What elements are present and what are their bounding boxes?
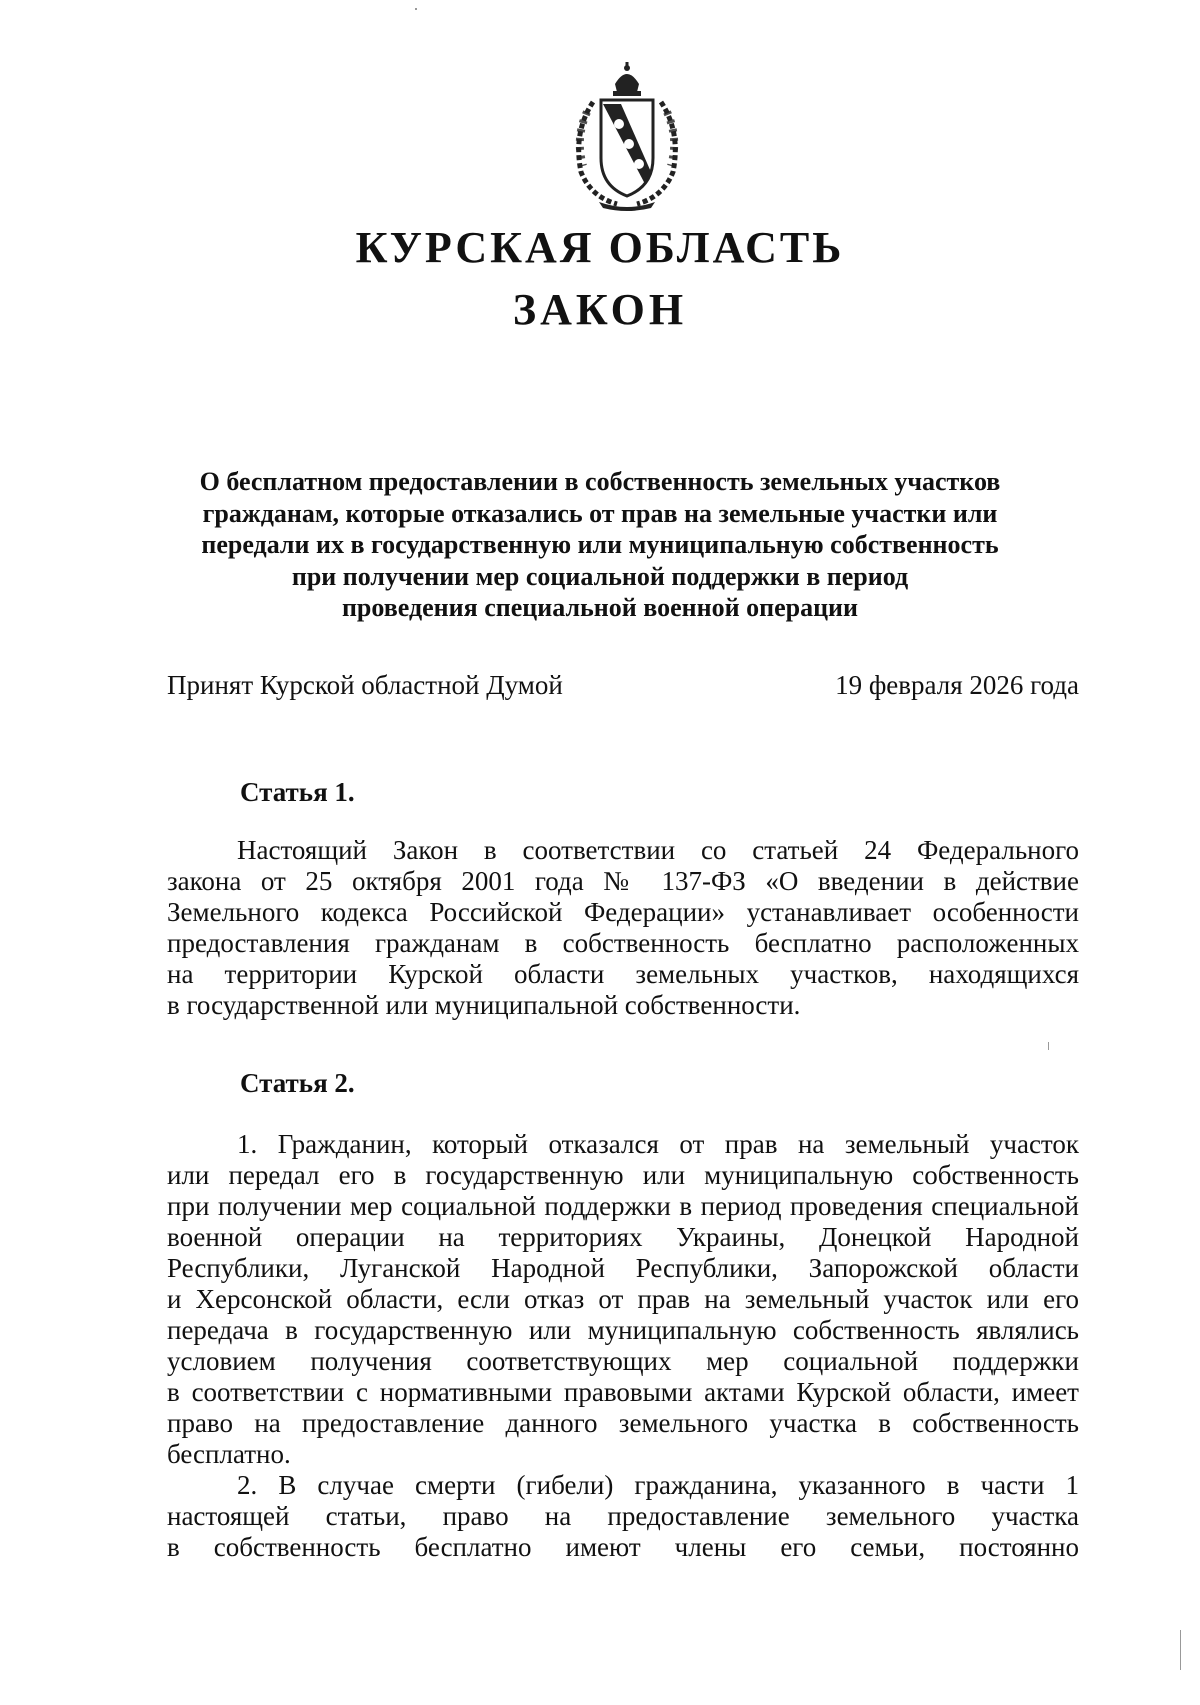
text-line: 1. Гражданин, который отказался от прав на земельный участок bbox=[237, 1129, 1079, 1159]
text-line: настоящей статьи, право на предоставление земельного участка bbox=[167, 1501, 1079, 1531]
text-line: Земельного кодекса Российской Федерации» устанавливает особенности bbox=[167, 897, 1079, 927]
text-line: военной операции на территориях Украины, Донецкой Народной bbox=[167, 1222, 1079, 1252]
text-line: в собственность бесплатно имеют члены его семьи, постоянно bbox=[167, 1532, 1079, 1562]
text-line: Настоящий Закон в соответствии со статьей 24 Федерального bbox=[237, 835, 1079, 865]
adopted-by: Принят Курской областной Думой bbox=[167, 670, 563, 700]
text-line: при получении мер социальной поддержки в период проведения специальной bbox=[167, 1191, 1079, 1221]
law-title bbox=[150, 466, 1050, 624]
text-line: бесплатно. bbox=[167, 1439, 291, 1469]
document-type: ЗАКОН bbox=[512, 285, 688, 334]
law-title-line: проведения специальной военной операции bbox=[341, 593, 859, 622]
text-line: на территории Курской области земельных участков, находящихся bbox=[167, 959, 1079, 989]
text-line: и Херсонской области, если отказ от прав на земельный участок или его bbox=[167, 1284, 1079, 1314]
text-line: право на предоставление данного земельного участка в собственность bbox=[167, 1408, 1079, 1438]
adoption-date: 19 февраля 2026 года bbox=[835, 670, 1079, 700]
law-title-line: гражданам, которые отказались от прав на земельные участки или bbox=[202, 498, 998, 528]
law-title-line: передали их в государственную или муниципальную собственность bbox=[201, 530, 999, 559]
text-line: передача в государственную или муниципальную собственность являлись bbox=[167, 1315, 1079, 1345]
region-name: КУРСКАЯ ОБЛАСТЬ bbox=[355, 223, 845, 272]
text-line: в соответствии с нормативными правовыми актами Курской области, имеет bbox=[167, 1377, 1079, 1407]
article-1-heading: Статья 1. bbox=[240, 777, 355, 807]
text-line: или передал его в государственную или муниципальную собственность bbox=[167, 1160, 1079, 1190]
text-line: Республики, Луганской Народной Республики, Запорожской области bbox=[167, 1253, 1079, 1283]
scan-speck bbox=[415, 8, 417, 10]
scan-speck bbox=[1048, 1042, 1049, 1050]
law-title-line: О бесплатном предоставлении в собственность земельных участков bbox=[199, 467, 1001, 496]
article-2-heading: Статья 2. bbox=[240, 1068, 355, 1098]
coat-of-arms-icon bbox=[565, 62, 689, 212]
article-1-text bbox=[167, 835, 1079, 1021]
article-2-part-2 bbox=[167, 1470, 1079, 1563]
text-line: 2. В случае смерти (гибели) гражданина, указанного в части 1 bbox=[237, 1470, 1079, 1500]
law-title-line: при получении мер социальной поддержки в период bbox=[291, 561, 909, 591]
scan-speck bbox=[1180, 1630, 1181, 1670]
text-line: в государственной или муниципальной собственности. bbox=[167, 990, 801, 1020]
text-line: закона от 25 октября 2001 года № 137-ФЗ «О введении в действие bbox=[167, 866, 1079, 896]
article-2-part-1 bbox=[167, 1129, 1079, 1470]
text-line: предоставления гражданам в собственность бесплатно расположенных bbox=[167, 928, 1079, 958]
text-line: условием получения соответствующих мер социальной поддержки bbox=[167, 1346, 1079, 1376]
